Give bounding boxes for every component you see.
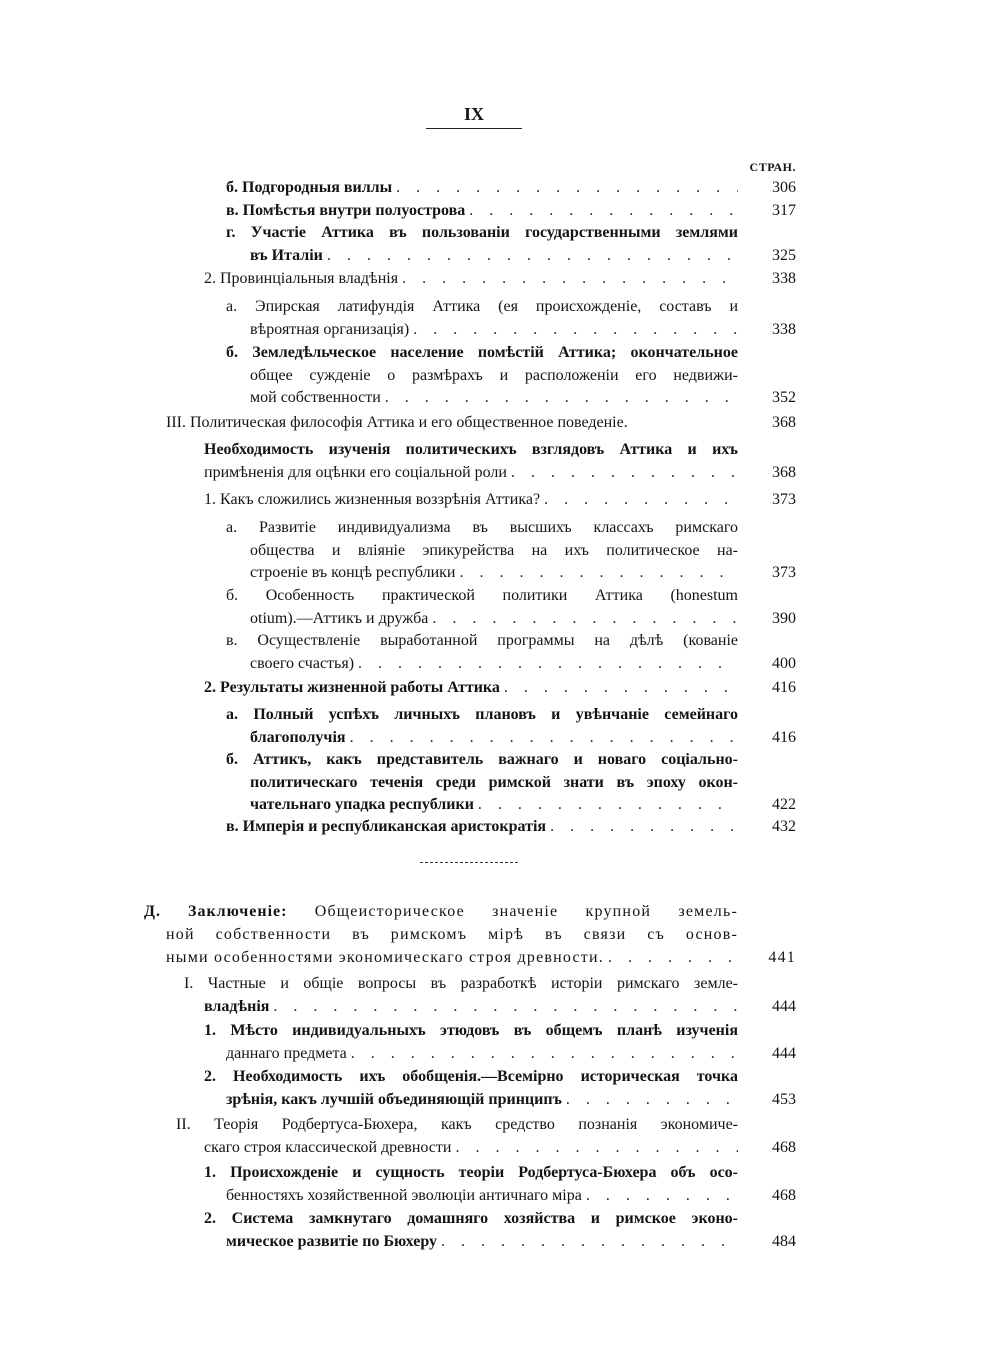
toc-entry-title: в. Помѣстья внутри полуострова — [226, 202, 466, 219]
toc-entry-page: 368 — [772, 414, 796, 431]
toc-entry-line: а. Эпирская латифундія Аттика (ея происхожденіе, составъ и — [226, 298, 738, 315]
toc-entry-page: 317 — [772, 202, 796, 219]
toc-entry-line: политическаго теченія среди римской знати въ эпоху окон- — [250, 773, 738, 791]
toc-entry — [226, 816, 796, 839]
toc-entry — [226, 704, 796, 749]
conclusion-title-line: Общеисторическое значеніе крупной земель- — [314, 903, 739, 920]
toc-entry-line: II. Теорія Родбертуса-Бюхера, какъ средство познанія экономиче- — [176, 1116, 738, 1133]
toc-entry — [226, 630, 796, 675]
toc-entry-title: бенностяхъ хозяйственной эволюціи античнаго міра — [226, 1186, 582, 1204]
toc-entry — [226, 517, 796, 585]
toc-entry — [166, 412, 796, 435]
toc-entry — [226, 585, 796, 630]
toc-entry — [204, 677, 796, 700]
toc-entry-title: 1. Какъ сложились жизненныя воззрѣнія Аттика? — [204, 491, 541, 508]
toc-entry-page: 484 — [772, 1232, 796, 1250]
toc-entry-title: III. Политическая философія Аттика и его общественное поведеніе. — [166, 414, 628, 431]
toc-entry-page: 444 — [772, 997, 796, 1015]
toc-entry-title: мическое развитіе по Бюхеру — [226, 1232, 438, 1250]
toc-entry-page: 352 — [772, 389, 796, 406]
toc-entry-title: зрѣнія, какъ лучшій объединяющій принципъ — [226, 1090, 562, 1108]
conclusion-entry — [144, 900, 796, 969]
toc-entry — [204, 1162, 796, 1207]
toc-entry-line: г. Участіе Аттика въ пользованіи государственными землями — [226, 224, 738, 241]
toc-entry-page: 338 — [772, 320, 796, 338]
toc-entry-line: 1. Происхожденіе и сущность теоріи Родбертуса-Бюхера объ осо- — [204, 1164, 738, 1181]
toc-entry-page: 432 — [772, 818, 796, 835]
toc-entry-page: 325 — [772, 246, 796, 264]
toc-entry-title: 2. Провинціальныя владѣнія — [204, 270, 399, 287]
toc-entry-page: 373 — [772, 491, 796, 508]
toc-entry — [184, 973, 796, 1018]
toc-entry-title: даннаго предмета — [226, 1044, 347, 1062]
toc-entry-title: 2. Результаты жизненной работы Аттика — [204, 679, 500, 696]
toc-entry-line: б. Аттикъ, какъ представитель важнаго и новаго соціально- — [226, 751, 738, 768]
toc-entry-line: 1. Мѣсто индивидуальныхъ этюдовъ въ общемъ планѣ изученія — [204, 1022, 738, 1039]
toc-entry — [204, 1020, 796, 1065]
toc-entry-title: въ Италіи — [250, 246, 323, 264]
toc-entry-title: вѣроятная организація) — [250, 320, 410, 338]
toc-entry — [226, 342, 796, 410]
toc-entry-page: 338 — [772, 270, 796, 287]
toc-entry-line: общее сужденіе о размѣрахъ и расположеніи его недвижи- — [250, 366, 738, 384]
page-number: IX — [463, 104, 484, 124]
toc-entry-title: владѣнія — [204, 997, 270, 1015]
toc-entry-line: в. Осуществленіе выработанной программы на дѣлѣ (кованіе — [226, 632, 738, 649]
toc-entry-title: примѣненія для оцѣнки его соціальной роли — [204, 463, 507, 481]
toc-entry — [226, 200, 796, 223]
toc-entry-line: Необходимость изученія политическихъ взглядовъ Аттика и ихъ — [204, 441, 738, 458]
toc-entry-page: 453 — [772, 1090, 796, 1108]
toc-entry-page: 373 — [772, 564, 796, 581]
toc-entry — [204, 268, 796, 291]
conclusion-label: Д. Заключеніе: — [144, 903, 288, 920]
toc-entry — [226, 296, 796, 341]
toc-entry-line: б. Особенность практической политики Аттика (honestum — [226, 587, 738, 604]
toc-entry-line: б. Земледѣльческое население помѣстій Аттика; окончательное — [226, 344, 738, 361]
toc-entry — [176, 1114, 796, 1159]
toc-entry-page: 444 — [772, 1044, 796, 1062]
toc-entry-line: 2. Необходимость ихъ обобщенія.—Всемірно историческая точка — [204, 1068, 738, 1085]
toc-entry — [204, 1208, 796, 1253]
toc-entry-title: строеніе въ концѣ республики — [250, 564, 456, 581]
toc-entry-page: 368 — [772, 463, 796, 481]
toc-entry-title: благополучія — [250, 728, 346, 746]
toc-entry-title: скаго строя классической древности — [204, 1138, 452, 1156]
toc-entry-title: своего счастья) — [250, 654, 355, 672]
toc-entry — [226, 749, 796, 817]
toc-entry — [204, 439, 796, 484]
toc-entry-line: I. Частные и общіе вопросы въ разработкѣ исторіи римскаго земле- — [184, 975, 738, 992]
section-divider — [420, 862, 518, 863]
page-number-rule — [426, 128, 522, 129]
toc-entry-line: 2. Система замкнутаго домашняго хозяйства и римское эконо- — [204, 1210, 738, 1227]
toc-entry-title: otium).—Аттикъ и дружба — [250, 609, 429, 627]
toc-entry-page: 390 — [772, 609, 796, 627]
conclusion-title-line: ной собственности въ римскомъ мірѣ въ связи съ основ- — [166, 926, 738, 943]
toc-entry-page: 416 — [772, 679, 796, 696]
page-column-label: СТРАН. — [749, 160, 796, 174]
toc-entry-page: 306 — [772, 179, 796, 196]
toc-entry-page: 468 — [772, 1138, 796, 1156]
toc-entry-title: мой собственности — [250, 389, 381, 406]
toc-entry — [204, 489, 796, 512]
toc-entry-page: 422 — [772, 796, 796, 813]
toc-entry-line: а. Полный успѣхъ личныхъ плановъ и увѣнчаніе семейнаго — [226, 706, 738, 723]
toc-entry-title: чательнаго упадка республики — [250, 796, 474, 813]
toc-entry — [204, 1066, 796, 1111]
toc-entry-line: общества и вліяніе эпикурейства на ихъ политическое на- — [250, 541, 738, 559]
toc-entry-page: 416 — [772, 728, 796, 746]
conclusion-title-line: ными особенностями экономическаго строя древности. — [166, 949, 604, 966]
toc-entry — [226, 222, 796, 267]
toc-entry-page: 468 — [772, 1186, 796, 1204]
toc-entry-line: а. Развитіе индивидуализма въ высшихъ классахъ римскаго — [226, 519, 738, 536]
toc-entry-title: б. Подгородныя виллы — [226, 179, 393, 196]
toc-entry-page: 400 — [772, 654, 796, 672]
toc-entry-page: 441 — [768, 948, 796, 966]
toc-entry-title: в. Имперія и республиканская аристократія — [226, 818, 547, 835]
toc-entry — [226, 177, 796, 200]
